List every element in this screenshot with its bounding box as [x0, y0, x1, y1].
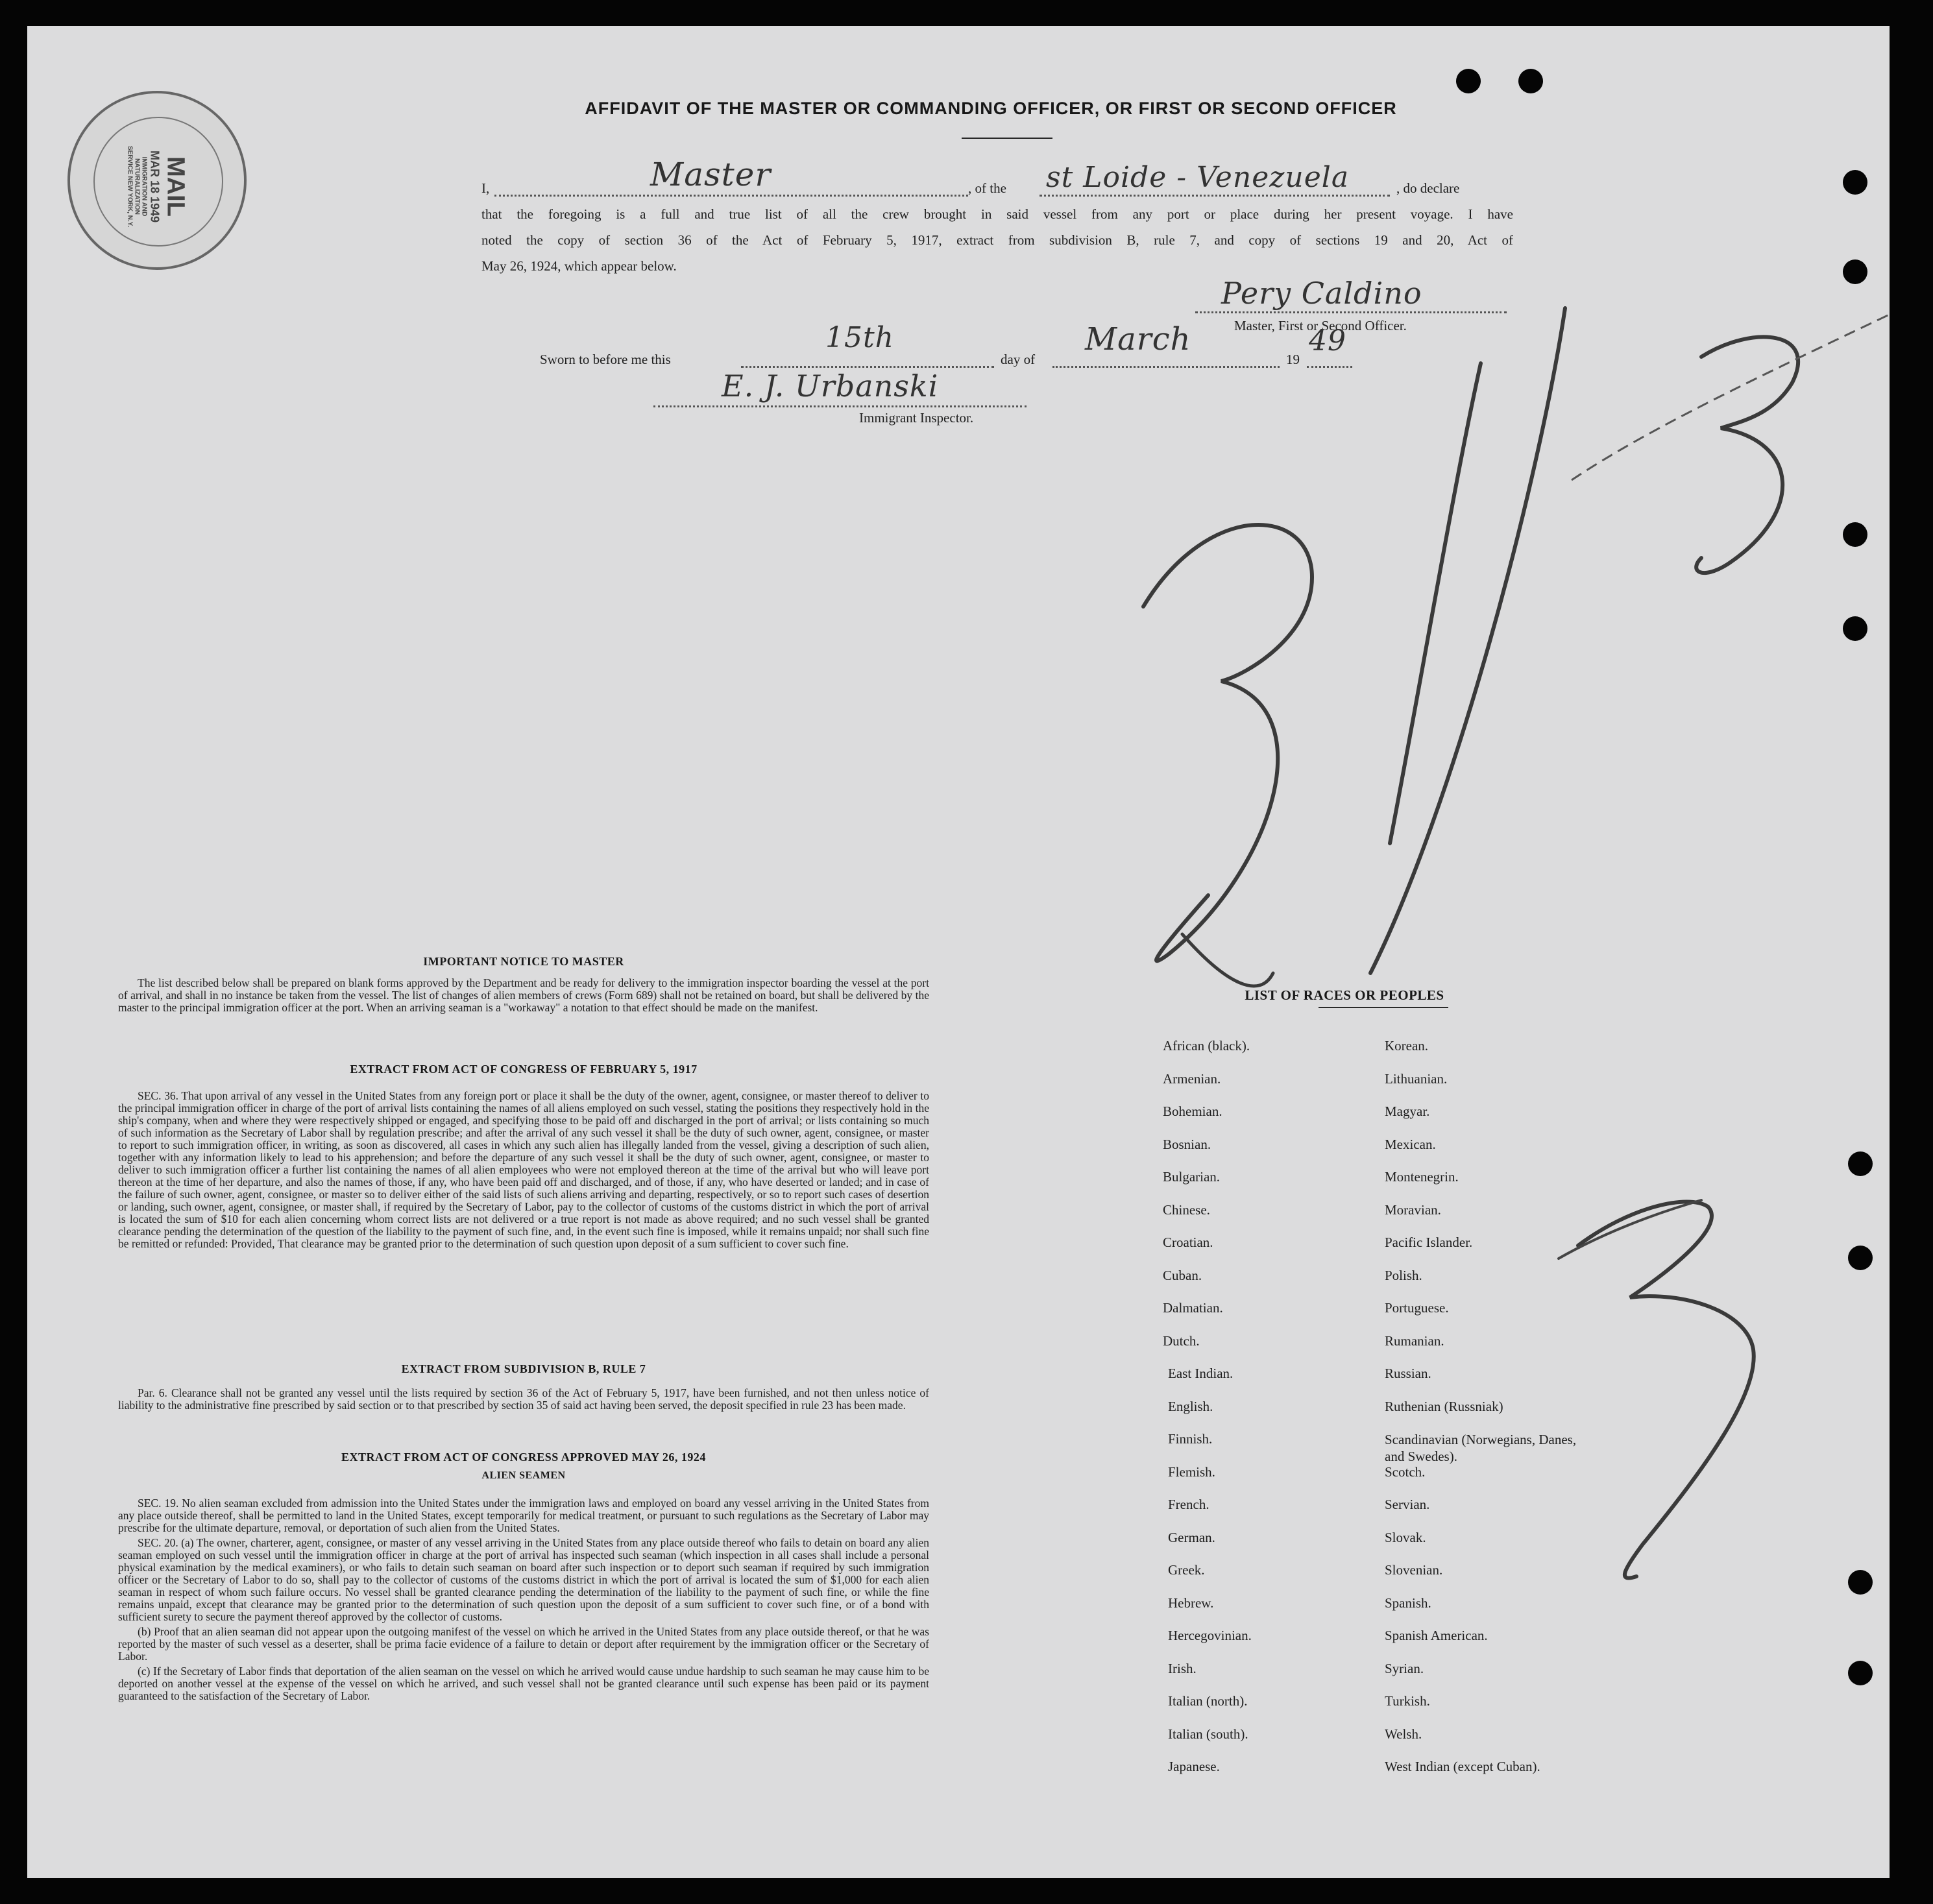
race-item: Italian (south). [1168, 1726, 1248, 1742]
punch-hole [1843, 259, 1867, 284]
day-written: 15th [825, 321, 895, 354]
i-label: I, [481, 180, 490, 196]
race-item: Armenian. [1163, 1070, 1221, 1087]
year-prefix: 19 [1286, 352, 1300, 367]
race-item: Russian. [1385, 1366, 1431, 1381]
race-item: Japanese. [1168, 1759, 1220, 1774]
extract-rule7-text [118, 1387, 929, 1414]
race-item: Flemish. [1168, 1464, 1215, 1480]
race-item: Ruthenian (Russniak) [1385, 1398, 1503, 1414]
race-item: English. [1168, 1398, 1213, 1414]
race-item: German. [1168, 1529, 1215, 1545]
sec-20c-paragraph: (c) If the Secretary of Labor finds that deportation of the alien seaman on the vessel on which he arrived would cause undue hardship to such seaman he may cause him to be deported on another vessel at the expense of the vessel on which he arrived, and such vessel shall not be granted clearance until such expense has been paid or its payment guaranteed to the satisfaction of the Secretary of Labor. [118, 1665, 929, 1702]
race-item: Spanish American. [1385, 1628, 1488, 1643]
punch-hole [1456, 69, 1481, 93]
race-item: Greek. [1168, 1562, 1205, 1578]
year-written: 49 [1309, 324, 1346, 357]
race-item: Dalmatian. [1163, 1300, 1223, 1316]
mail-stamp [67, 91, 247, 270]
name-line [494, 195, 968, 197]
race-item: Irish. [1168, 1660, 1197, 1676]
month-written: March [1085, 321, 1191, 357]
race-item: Croatian. [1163, 1235, 1213, 1250]
officer-signature: Pery Caldino [1221, 276, 1422, 311]
declaration-line-2: noted the copy of section 36 of the Act of February 5, 1917, extract from subdivision B, rule 7, and copy of sections 19 and 20, Act of [481, 232, 1513, 248]
races-left-column [1163, 1038, 1396, 1797]
extract-rule7-title: EXTRACT FROM SUBDIVISION B, RULE 7 [401, 1362, 646, 1375]
declaration-line-1: that the foregoing is a full and true list of all the crew brought in said vessel from any port or place during her present voyage. I have [481, 206, 1513, 222]
race-item: Korean. [1385, 1038, 1429, 1054]
vessel-line [1039, 195, 1390, 197]
race-item: Syrian. [1385, 1660, 1424, 1676]
race-item: Slovak. [1385, 1529, 1426, 1545]
of-the-label: , of the [968, 180, 1006, 196]
race-item: Bosnian. [1163, 1136, 1211, 1152]
punch-hole [1848, 1570, 1873, 1595]
race-item: Italian (north). [1168, 1693, 1248, 1709]
extract-1917-text [118, 1090, 929, 1253]
race-item: Lithuanian. [1385, 1070, 1448, 1087]
signature-label: Master, First or Second Officer. [1234, 318, 1407, 333]
race-item: Turkish. [1385, 1693, 1430, 1709]
race-item: Bulgarian. [1163, 1169, 1221, 1185]
races-title-rule [1319, 1007, 1448, 1008]
vessel-written: st Loide - Venezuela [1046, 161, 1350, 194]
race-item: African (black). [1163, 1038, 1250, 1054]
declaration-line-3: May 26, 1924, which appear below. [481, 258, 677, 274]
race-item: Mexican. [1385, 1136, 1436, 1152]
race-item: Scotch. [1385, 1464, 1426, 1480]
races-right-column [1385, 1038, 1748, 1797]
sec-20b-paragraph: (b) Proof that an alien seaman did not appear upon the outgoing manifest of the vessel on which he arrived in the United States from any place outside thereof, or that he was reported by the master of such vessel as a deserter, shall be prima facie evidence of a failure to detain or deport after requirement by the immigration officer or the Secretary of Labor. [118, 1625, 929, 1663]
do-declare-label: , do declare [1396, 180, 1460, 196]
race-item: Montenegrin. [1385, 1169, 1459, 1185]
inspector-signature: E. J. Urbanski [722, 368, 939, 404]
name-written: Master [650, 156, 772, 193]
race-item: Welsh. [1385, 1726, 1422, 1742]
race-item: Polish. [1385, 1267, 1422, 1283]
race-item: Servian. [1385, 1497, 1430, 1512]
race-item: Pacific Islander. [1385, 1235, 1473, 1250]
race-item: Moravian. [1385, 1201, 1441, 1218]
affidavit-title: AFFIDAVIT OF THE MASTER OR COMMANDING OFFICER, OR FIRST OR SECOND OFFICER [585, 99, 1397, 118]
extract-1924-text [118, 1497, 929, 1705]
race-item: Finnish. [1168, 1431, 1213, 1447]
race-item: East Indian. [1168, 1366, 1234, 1381]
race-item: Portuguese. [1385, 1300, 1449, 1316]
race-item: Bohemian. [1163, 1103, 1222, 1119]
stamp-text: MAIL MAR 18 1949 IMMIGRATION AND NATURALIZATION SERVICE NEW YORK, N.Y. [126, 145, 189, 228]
race-item: Rumanian. [1385, 1332, 1444, 1349]
par-6-paragraph: Par. 6. Clearance shall not be granted any vessel until the lists required by section 36 of the Act of February 5, 1917, have been furnished, and not then unless notice of liability to the administrative fine prescribed by said section or to that prescribed by section 35 of said act having been served, the deposit specified in rule 23 has been made. [118, 1386, 929, 1412]
day-line [741, 366, 994, 368]
title-rule [962, 138, 1052, 139]
race-item: Magyar. [1385, 1103, 1430, 1119]
race-item: Scandinavian (Norwegians, Danes, and Swedes). [1385, 1432, 1577, 1464]
sworn-label: Sworn to before me this [540, 352, 671, 367]
notice-title: IMPORTANT NOTICE TO MASTER [423, 955, 624, 968]
punch-hole [1518, 69, 1543, 93]
race-item: Hercegovinian. [1168, 1628, 1252, 1643]
punch-hole [1848, 1661, 1873, 1685]
manifest-page [27, 26, 1890, 1878]
notice-text [118, 977, 929, 1017]
race-item: West Indian (except Cuban). [1385, 1759, 1540, 1774]
extract-1917-title: EXTRACT FROM ACT OF CONGRESS OF FEBRUARY 5, 1917 [350, 1063, 698, 1076]
race-item: Cuban. [1163, 1267, 1202, 1283]
race-item: Hebrew. [1168, 1595, 1214, 1611]
inspector-label: Immigrant Inspector. [859, 410, 974, 426]
punch-hole [1843, 170, 1867, 195]
sec-19-paragraph: SEC. 19. No alien seaman excluded from admission into the United States under the immigration laws and employed on board any vessel arriving in the United States from any place outside thereof, shall be permitted to land in the United States, except temporarily for medical treatment, or pursuant to such regulations as the Secretary of Labor may prescribe for the ultimate departure, removal, or deportation of such alien from the United States. [118, 1497, 929, 1534]
notice-paragraph: The list described below shall be prepared on blank forms approved by the Department and be ready for delivery to the immigration inspector boarding the vessel at the port of arrival, and shall in no instance be taken from the vessel. The list of changes of alien members of crews (Form 689) shall not be retained on board, but shall be delivered by the master to the principal immigration officer at the port. When an arriving seaman is a "workaway" a notation to that effect should be made on the manifest. [118, 976, 929, 1014]
day-of-label: day of [1001, 352, 1036, 367]
race-item: French. [1168, 1497, 1210, 1512]
race-item: Slovenian. [1385, 1562, 1443, 1578]
race-item: Dutch. [1163, 1332, 1200, 1349]
sec-20a-paragraph: SEC. 20. (a) The owner, charterer, agent, consignee, or master of any vessel arriving in the United States from any place outside thereof who fails to detain on board any alien seaman employed on such vessel until the immigration officer in charge at the port of arrival has inspected such seaman (which inspection in all cases shall include a personal physical examination by the medical examiners), or who fails to detain such seaman on board after such inspection or to deport such seaman if required by such immigration officer or the Secretary of Labor to do so, shall pay to the collector of customs of the customs district in which the port of arrival is located the sum of $1,000 for each alien seaman in respect of whom such failure occurs. No vessel shall be granted clearance pending the determination of the liability to the payment of such fine, or while the fine remains unpaid, except that clearance may be granted prior to the determination of such question upon the deposit of a sum sufficient to cover such fine, or of a bond with sufficient surety to secure the payment thereof approved by the collector of customs. [118, 1536, 929, 1623]
alien-seamen-subtitle: ALIEN SEAMEN [481, 1470, 566, 1481]
punch-hole [1848, 1246, 1873, 1270]
race-item: Chinese. [1163, 1201, 1210, 1218]
race-item: Spanish. [1385, 1595, 1431, 1611]
inspector-line [653, 405, 1027, 407]
races-title: LIST OF RACES OR PEOPLES [1245, 987, 1444, 1003]
extract-1924-title: EXTRACT FROM ACT OF CONGRESS APPROVED MAY 26, 1924 [341, 1451, 706, 1464]
sec-36-paragraph: SEC. 36. That upon arrival of any vessel in the United States from any foreign port or place it shall be the duty of the owner, agent, consignee, or master thereof to deliver to the principal immigration officer in charge of the port of arrival lists containing the names of all aliens employed on such vessel, stating the positions they respectively hold in the ship's company, when and where they were respectively shipped or engaged, and specifying those to be paid off and discharged in the port of arrival; or lists containing so much of such information as the Secretary of Labor shall by regulation prescribe; and after the arrival of any such vessel it shall be the duty of such owner, agent, consignee, or master to report to such immigration officer, in writing, as soon as discovered, all cases in which any such alien has illegally landed from the vessel, giving a description of such alien, together with any information likely to lead to his apprehension; and before the departure of any such vessel it shall be the duty of such owner, agent, consignee, or master to deliver to such immigration officer a further list containing the names of all alien employees who were not employed thereon at the time of the arrival but who will leave port thereon at the time of her departure, and also the names of those, if any, who have been paid off and discharged, and of those, if any, who have deserted or landed; and in case of the failure of such owner, agent, consignee, or master so to deliver either of the said lists of such aliens arriving and departing, respectively, or so to report such cases of desertion or landing, such owner, agent, consignee, or master shall, if required by the Secretary of Labor, pay to the collector of customs of the customs district in which the port of arrival is located the sum of $10 for each alien concerning whom correct lists are not delivered or a true report is not made as above required; and no such vessel shall be granted clearance pending the determination of the question of the liability to the payment of such fine, and, in the event such fine is imposed, while it remains unpaid; nor shall such fine be remitted or refunded: Provided, That clearance may be granted prior to the determination of such question upon deposit of a sum sufficient to cover such fine. [118, 1089, 929, 1250]
